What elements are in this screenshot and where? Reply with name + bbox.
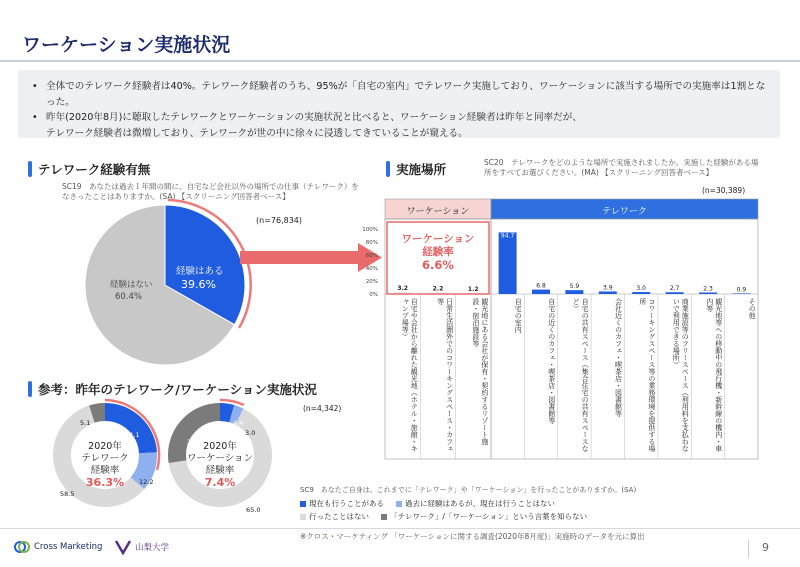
bar-value-label: 2.3	[703, 285, 713, 293]
summary-bullet-2: • 昨年(2020年8月)に聴取したテレワークとワーケーションの実施状況と比べると、ワーケーション経験者は昨年と同率だが、	[32, 110, 766, 126]
pie-n-count: (n=76,834)	[256, 216, 303, 225]
sc19-question: SC19 あなたは過去１年間の間に、自宅など会社以外の場所での仕事（テレワーク）をなさったことはありますか。(SA) 【スクリーニング回答者ベース】	[62, 182, 359, 201]
y-tick-label: 60%	[365, 253, 378, 259]
source-note: ※クロス・マーケティング 「ワーケーションに関する調査(2020年8月度)」実施時のデータを元に算出	[300, 532, 645, 541]
bar	[499, 232, 517, 294]
pie-no-value: 60.4%	[115, 292, 143, 302]
donut1-value: 36.3%	[85, 476, 125, 489]
legend-swatch	[396, 501, 402, 507]
category-label: コワーキングスペース等の業務環境を提供する場所	[638, 298, 656, 452]
donut1-line2: テレワーク	[81, 453, 129, 464]
bar	[666, 292, 684, 294]
bar	[699, 293, 717, 294]
donut2-center	[176, 441, 264, 489]
y-tick-label: 100%	[362, 227, 378, 233]
reference-n-count: (n=4,342)	[303, 404, 342, 413]
pie-no-label: 経験はない	[110, 280, 153, 290]
category-label: 自宅の近くのカフェ・喫茶店・図書館等	[547, 298, 556, 424]
bar-value-label: 2.7	[669, 285, 680, 293]
legend-label: 過去に経験はあるが、現在は行うことはない	[405, 499, 555, 508]
cross-marketing-text: Cross Marketing	[34, 542, 103, 552]
donut-legend	[300, 498, 640, 524]
bar-value-label: 2.2	[432, 285, 444, 293]
category-label: 自宅や会社から離れた観光地（ホテル・旅館・キャンプ場等）	[401, 298, 419, 452]
category-label: 自宅の共有スペース（集合住宅の共有スペースなど）	[572, 298, 590, 452]
donut1-seg-unknown: 5.1	[80, 419, 91, 427]
university-logo	[114, 538, 169, 556]
callout-line2: 経験率	[422, 246, 454, 258]
pie-yes-value: 39.6%	[181, 278, 216, 291]
bar-value-label: 6.8	[536, 282, 546, 290]
bar	[632, 292, 650, 294]
location-n-count: (n=30,389)	[702, 186, 746, 195]
group-label-telework: テレワーク	[602, 207, 647, 217]
category-label: 日常生活圏外でのコワーキングスペース・カフェ等	[436, 298, 454, 452]
sc20-question: SC20 テレワークをどのような場所で実施されましたか。実施した経験がある場所をすべてお選びください。(MA) 【スクリーニング回答者ベース】	[484, 158, 759, 177]
category-label: その他	[748, 298, 757, 319]
page-title: ワーケーション実施状況	[22, 34, 231, 56]
bar-value-label: 3.9	[603, 284, 613, 292]
group-label-workation: ワーケーション	[406, 207, 470, 217]
category-label: 会社近くのカフェ・喫茶店・図書館等	[614, 298, 623, 417]
y-tick-label: 40%	[365, 266, 378, 272]
legend-swatch	[381, 514, 387, 520]
donut2-seg-unknown: 27.6	[187, 438, 202, 446]
pie-yes-label: 経験はある	[176, 266, 224, 277]
reference-heading: 参考：昨年のテレワーク/ワーケーション実施状況	[28, 380, 317, 398]
donut1-center	[66, 441, 144, 489]
y-tick-label: 80%	[365, 240, 378, 246]
category-label: 観光地にある会社が保有・契約するリゾート施設・宿泊施設等	[471, 298, 489, 445]
telework-experience-heading: テレワーク経験有無	[28, 160, 150, 178]
workation-callout	[390, 233, 486, 272]
university-text: 山梨大学	[135, 543, 170, 553]
category-label: 自宅の室内	[514, 298, 523, 333]
category-label: 商業施設等のフリースペース（利用料を支払わないで利用できる場所）	[672, 298, 690, 452]
bar	[565, 290, 583, 294]
donut2-seg-never: 65.0	[246, 506, 261, 514]
legend-label: 「テレワーク」/「ワーケーション」という言葉を知らない	[390, 512, 588, 521]
legend-item	[300, 511, 369, 522]
sc9-question: SC9 あなたご自身は、これまでに「テレワーク」や「ワーケーション」を行ったことがありますか。(SA)	[300, 486, 637, 494]
bar	[732, 293, 750, 294]
donut2-seg-current: 4.4	[233, 419, 244, 427]
legend-swatch	[300, 501, 306, 507]
donut1-line3: 経験率	[90, 465, 120, 476]
donut2-line1: 2020年	[203, 441, 237, 452]
cross-marketing-logo	[14, 540, 102, 554]
bar-value-label: 3.0	[636, 285, 646, 293]
bar	[532, 290, 550, 294]
page-number-divider	[748, 540, 749, 558]
summary-bullet-2-cont: テレワーク経験者は微増しており、テレワークが世の中に徐々に浸透してきていることが窺える。	[46, 127, 468, 139]
y-tick-label: 0%	[369, 292, 378, 298]
bar	[599, 291, 617, 294]
legend-swatch	[300, 514, 306, 520]
callout-line1: ワーケーション	[401, 233, 475, 245]
legend-label: 行ったことはない	[309, 512, 369, 521]
bar-value-label: 94.7	[500, 232, 515, 240]
donut2-seg-past: 3.0	[245, 429, 256, 437]
bar-value-label: 1.2	[467, 286, 479, 294]
highlight-arrow	[240, 243, 382, 272]
callout-value: 6.6%	[422, 258, 454, 272]
legend-item	[381, 511, 587, 522]
university-emblem-icon	[114, 538, 132, 556]
y-tick-label: 20%	[365, 279, 378, 285]
bar-value-label: 3.2	[397, 284, 408, 292]
donut1-line1: 2020年	[88, 441, 122, 452]
donut2-line3: 経験率	[205, 465, 235, 476]
donut2-value: 7.4%	[204, 476, 236, 489]
donut2-line2: ワーケーション	[186, 453, 254, 464]
location-heading: 実施場所	[386, 160, 446, 178]
donut1-seg-current: 24.1	[125, 431, 140, 439]
footer-divider	[0, 528, 800, 529]
category-label: 観光地等への移動中の飛行機・新幹線の機内・車内等	[705, 298, 723, 452]
cross-marketing-icon	[14, 540, 30, 554]
summary-bullet-1: • 全体でのテレワーク経験者は40%。テレワーク経験者のうち、95%が「自宅の室内」でテレワーク実施しており、ワーケーションに該当する場所での実施率は1割となった。	[32, 79, 766, 110]
legend-item	[396, 498, 555, 509]
bar-value-label: 0.9	[736, 286, 747, 294]
page-number: 9	[762, 541, 769, 554]
donut1-seg-past: 12.2	[139, 478, 154, 486]
legend-label: 現在も行うことがある	[309, 499, 384, 508]
legend-item	[300, 498, 384, 509]
bar-value-label: 5.9	[569, 283, 580, 291]
donut1-seg-never: 58.5	[60, 490, 75, 498]
